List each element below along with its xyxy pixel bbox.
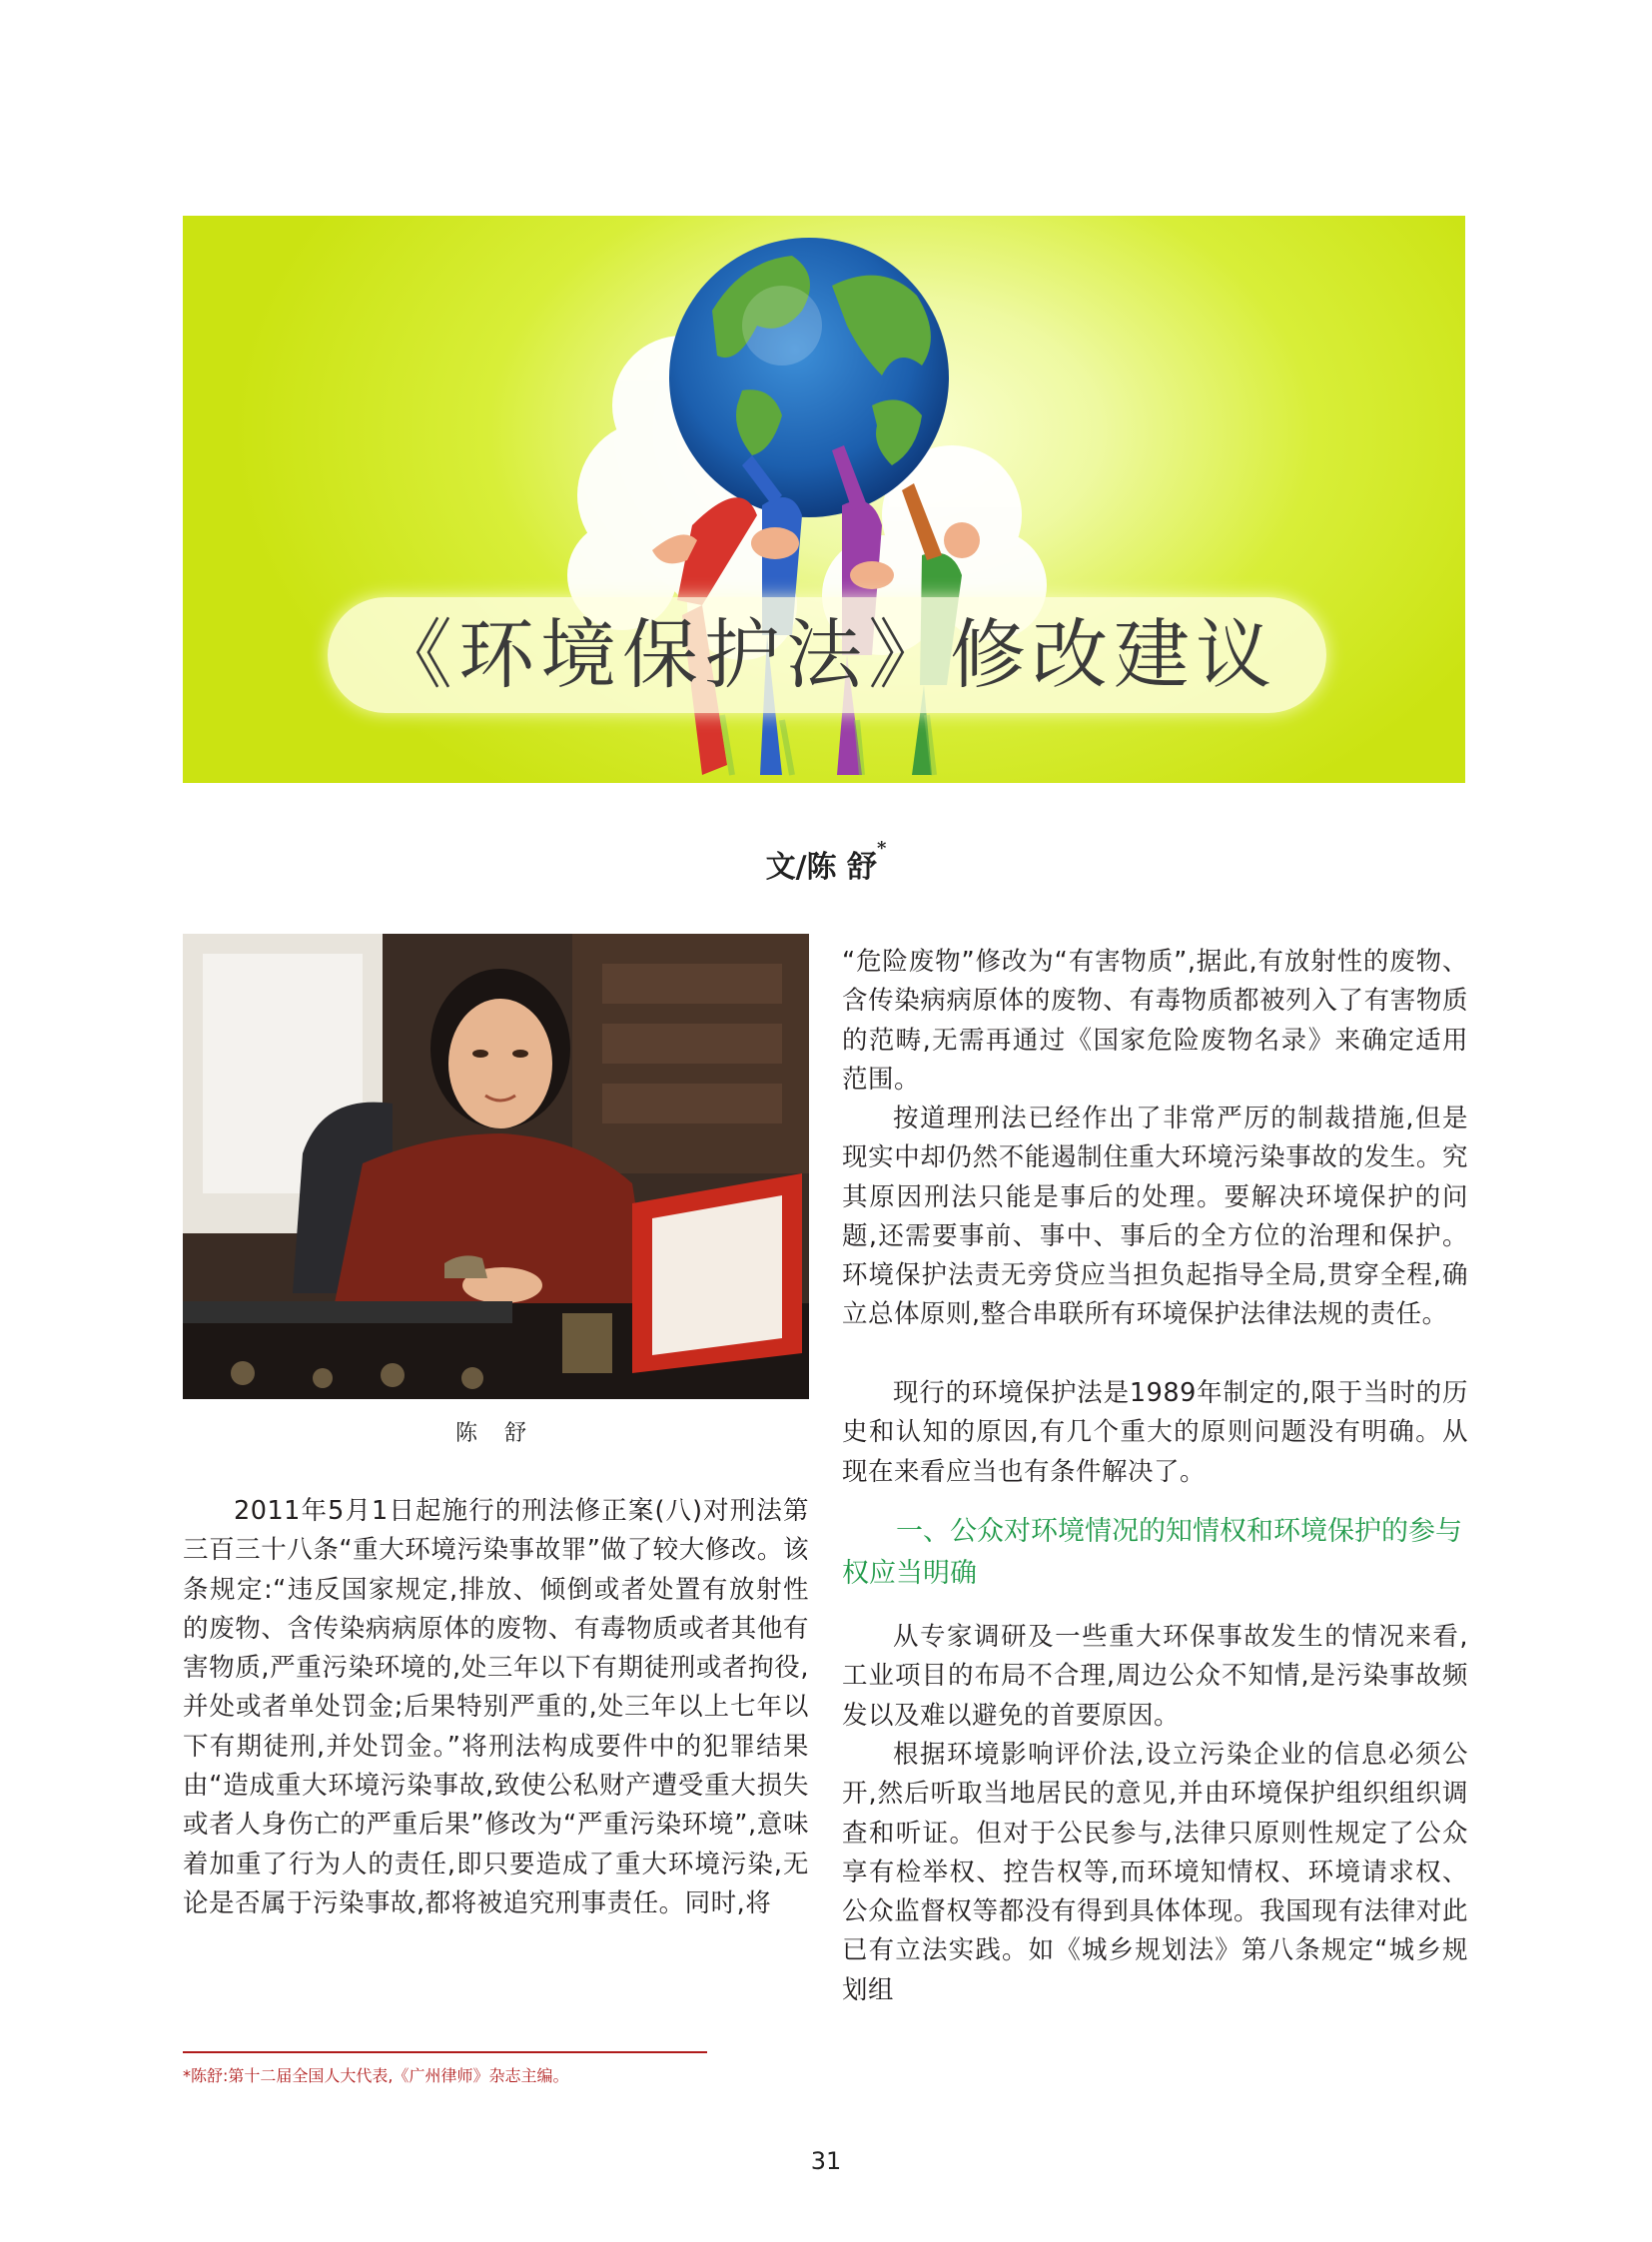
body-paragraph: 根据环境影响评价法,设立污染企业的信息必须公开,然后听取当地居民的意见,并由环境保护组织组织调查和听证。但对于公民参与,法律只原则性规定了公众享有检举权、控告权等,而环境知情权、环境请求权、公众监督权等都没有得到具体体现。我国现有法律对此已有立法实践。如《城乡规划法》第八条规定“城乡规划组 — [842, 1740, 1468, 2005]
body-paragraph: 现行的环境保护法是1989年制定的,限于当时的历史和认知的原因,有几个重大的原则问题没有明确。从现在来看应当也有条件解决了。 — [842, 1378, 1468, 1487]
footnote-divider — [183, 2051, 707, 2053]
body-paragraph: “危险废物”修改为“有害物质”,据此,有放射性的废物、含传染病病原体的废物、有毒物质都被列入了有害物质的范畴,无需再通过《国家危险废物名录》来确定适用范围。 — [842, 947, 1468, 1095]
header-banner — [183, 216, 1465, 783]
page-number: 31 — [810, 2147, 842, 2175]
article-title: 《环境保护法》修改建议 — [377, 610, 1277, 699]
footnote: *陈舒:第十二届全国人大代表,《广州律师》杂志主编。 — [183, 2066, 569, 2085]
section-heading: 一、公众对环境情况的知情权和环境保护的参与权应当明确 — [842, 1516, 1462, 1589]
byline — [0, 838, 1652, 886]
portrait-image — [183, 934, 809, 1399]
author-name: 文/陈 舒 — [765, 850, 877, 885]
author-photo — [183, 934, 809, 1399]
photo-caption: 陈 舒 — [455, 1421, 536, 1446]
footnote-mark: * — [876, 838, 887, 859]
body-paragraph: 2011年5月1日起施行的刑法修正案(八)对刑法第三百三十八条“重大环境污染事故罪”做了较大修改。该条规定:“违反国家规定,排放、倾倒或者处置有放射性的废物、含传染病病原体的废物、有毒物质或者其他有害物质,严重污染环境的,处三年以下有期徒刑或者拘役,并处或者单处罚金;后果特别严重的,处三年以上七年以下有期徒刑,并处罚金。”将刑法构成要件中的犯罪结果由“造成重大环境污染事故,致使公私财产遭受重大损失或者人身伤亡的严重后果”修改为“严重污染环境”,意味着加重了行为人的责任,即只要造成了重大环境污染,无论是否属于污染事故,都将被追究刑事责任。同时,将 — [183, 1496, 809, 1918]
body-paragraph: 从专家调研及一些重大环保事故发生的情况来看,工业项目的布局不合理,周边公众不知情,是污染事故频发以及难以避免的首要原因。 — [842, 1622, 1468, 1731]
body-paragraph: 按道理刑法已经作出了非常严厉的制裁措施,但是现实中却仍然不能遏制住重大环境污染事故的发生。究其原因刑法只能是事后的处理。要解决环境保护的问题,还需要事前、事中、事后的全方位的治理和保护。环境保护法责无旁贷应当担负起指导全局,贯穿全程,确立总体原则,整合串联所有环境保护法律法规的责任。 — [842, 1104, 1468, 1330]
